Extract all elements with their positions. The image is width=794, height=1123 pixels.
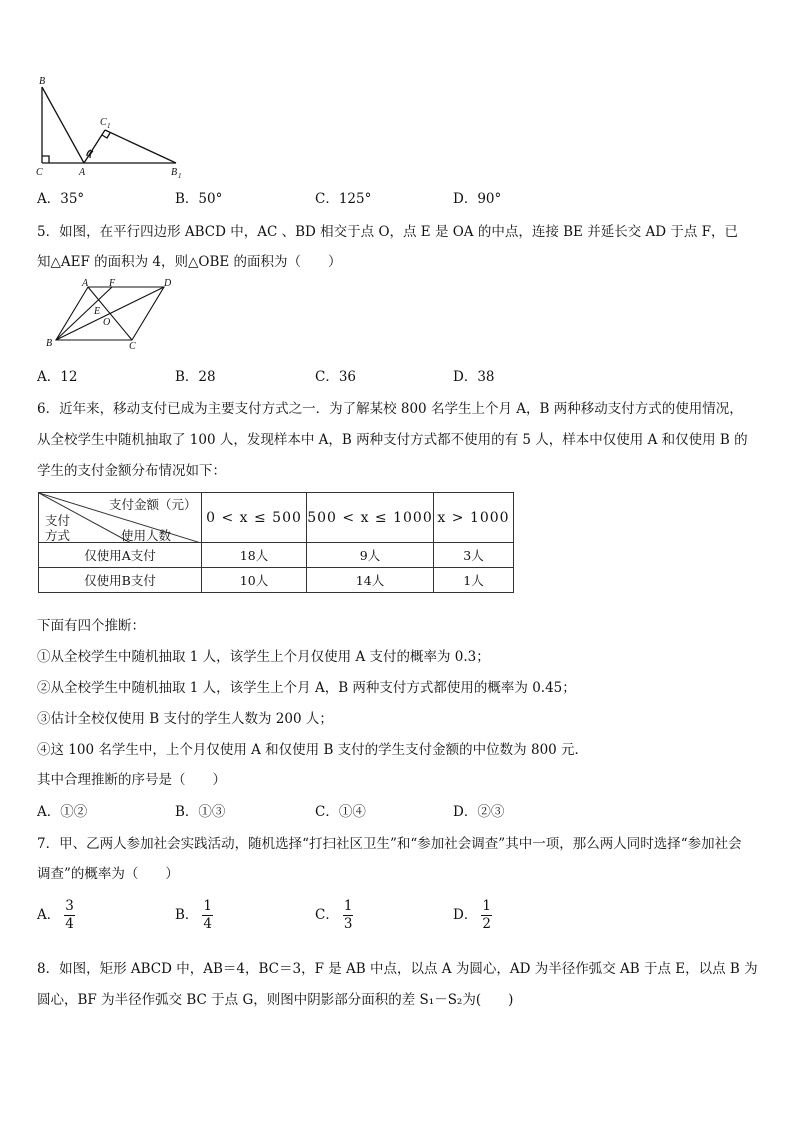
- q6-inference-3: ③估计全校仅使用 B 支付的学生人数为 200 人；: [37, 711, 333, 727]
- q6-option-a: A．①②: [37, 804, 88, 820]
- q6-col-header-3: x > 1000: [434, 493, 514, 543]
- q7-option-c-denominator: 3: [343, 916, 353, 932]
- q6-option-b: B．①③: [175, 804, 226, 820]
- q4-right-angle-c: [42, 156, 49, 163]
- q7-option-b-numerator: 1: [203, 898, 213, 914]
- q6-col-header-1: 0 < x ≤ 500: [202, 493, 307, 543]
- q7-option-c: [315, 898, 353, 933]
- q7-option-d-prefix: D．: [453, 907, 478, 923]
- q6-intro: 下面有四个推断：: [37, 618, 145, 634]
- q7-stem-line2: 调查”的概率为（ ）: [37, 866, 179, 882]
- q6-table-cell: 10人: [202, 568, 307, 593]
- q5-label-o: O: [103, 317, 111, 328]
- q7-option-c-prefix: C．: [315, 907, 339, 923]
- q6-stem-line1: 6．近年来，移动支付已成为主要支付方式之一．为了解某校 800 名学生上个月 A，B 两种移动支付方式的使用情况，: [37, 401, 743, 417]
- q7-option-a-numerator: 3: [65, 898, 74, 914]
- q4-option-b: B．50°: [175, 191, 223, 207]
- q7-option-d-fraction: [481, 898, 492, 933]
- q4-segment-ac1: [84, 130, 105, 163]
- q6-option-d: D．②③: [453, 804, 505, 820]
- q5-label-f: F: [109, 278, 116, 289]
- q6-corner-method1: 支付: [45, 513, 71, 528]
- q7-option-d-denominator: 2: [482, 916, 491, 932]
- q4-label-b1-sub: 1: [178, 172, 182, 180]
- q5-label-d: D: [164, 278, 172, 289]
- q6-inference-1: ①从全校学生中随机抽取 1 人，该学生上个月仅使用 A 支付的概率为 0.3；: [37, 649, 490, 665]
- q6-table-row: [39, 543, 514, 568]
- q4-option-c: C．125°: [315, 191, 372, 207]
- q4-label-b1: B: [171, 167, 178, 178]
- q6-table-cell: 9人: [307, 543, 434, 568]
- q7-option-a: [37, 898, 75, 933]
- q4-label-c: C: [36, 167, 43, 178]
- q7-option-b-prefix: B．: [175, 907, 199, 923]
- q4-option-a: A．35°: [37, 191, 85, 207]
- q7-option-a-fraction: [64, 898, 75, 933]
- q7-option-a-prefix: A．: [37, 907, 61, 923]
- q4-option-d: D．90°: [453, 191, 502, 207]
- q7-stem-line1: 7．甲、乙两人参加社会实践活动，随机选择“打扫社区卫生”和“参加社会调查”其中一项，那么两人同时选择“参加社会: [37, 836, 742, 852]
- q7-option-b: [175, 898, 213, 933]
- q6-table-corner: [39, 493, 202, 543]
- q4-label-b: B: [39, 76, 46, 87]
- q5-stem-line2: 知△AEF 的面积为 4，则△OBE 的面积为（ ）: [37, 254, 342, 270]
- q6-corner-amount: 支付金额（元）: [109, 497, 197, 512]
- q6-row-label: 仅使用B支付: [39, 568, 202, 593]
- q6-table-row: [39, 568, 514, 593]
- q6-question: 其中合理推断的序号是（ ）: [37, 772, 226, 788]
- q5-option-c: C．36: [315, 369, 357, 385]
- q7-option-c-fraction: [343, 898, 354, 933]
- q6-table-cell: 18人: [202, 543, 307, 568]
- q5-option-a: A．12: [37, 369, 78, 385]
- q5-label-e: E: [94, 306, 101, 317]
- q5-segment-bf: [56, 287, 112, 340]
- q8-stem-line2: 圆心，BF 为半径作弧交 BC 于点 G，则图中阴影部分面积的差 S₁－S₂为( ): [37, 992, 514, 1008]
- q5-label-b: B: [46, 338, 53, 349]
- q6-corner-method2: 方式: [45, 528, 71, 543]
- q6-row-label: 仅使用A支付: [39, 543, 202, 568]
- q7-option-d: [453, 898, 492, 933]
- q6-table-cell: 1人: [434, 568, 514, 593]
- q4-segment-c1b1: [105, 130, 176, 163]
- q7-option-d-numerator: 1: [482, 898, 491, 914]
- q7-option-b-denominator: 4: [203, 916, 213, 932]
- q6-corner-count: 使用人数: [121, 528, 172, 543]
- q7-option-b-fraction: [202, 898, 213, 933]
- q5-figure: [40, 276, 180, 350]
- q6-option-c: C．①④: [315, 804, 366, 820]
- q4-figure: [30, 72, 190, 180]
- q4-label-a: A: [79, 167, 86, 178]
- q4-label-c1: C: [100, 117, 107, 128]
- q5-option-d: D．38: [453, 369, 495, 385]
- q6-inference-4: ④这 100 名学生中，上个月仅使用 A 和仅使用 B 支付的学生支付金额的中位数为 800 元．: [37, 742, 589, 758]
- q8-stem-line1: 8．如图，矩形 ABCD 中，AB＝4，BC＝3，F 是 AB 中点，以点 A 为圆心，AD 为半径作弧交 AB 于点 E，以点 B 为: [37, 961, 758, 977]
- q6-col-header-2: 500 < x ≤ 1000: [307, 493, 434, 543]
- q6-table: [38, 492, 514, 593]
- q6-stem-line3: 学生的支付金额分布情况如下：: [37, 463, 226, 479]
- q6-inference-2: ②从全校学生中随机抽取 1 人，该学生上个月 A，B 两种支付方式都使用的概率为 0.45；: [37, 680, 576, 696]
- q5-option-b: B．28: [175, 369, 216, 385]
- q6-stem-line2: 从全校学生中随机抽取了 100 人，发现样本中 A，B 两种支付方式都不使用的有 5 人，样本中仅使用 A 和仅使用 B 的: [37, 432, 748, 448]
- q4-label-c1-sub: 1: [107, 122, 111, 130]
- q6-table-cell: 14人: [307, 568, 434, 593]
- q7-option-a-denominator: 4: [65, 916, 74, 932]
- q4-segment-ba: [42, 87, 84, 163]
- q7-option-c-numerator: 1: [343, 898, 353, 914]
- q5-stem-line1: 5．如图，在平行四边形 ABCD 中，AC 、BD 相交于点 O，点 E 是 OA 的中点，连接 BE 并延长交 AD 于点 F，已: [37, 224, 739, 240]
- q6-table-cell: 3人: [434, 543, 514, 568]
- q5-label-c: C: [129, 341, 136, 350]
- q5-label-a: A: [82, 278, 89, 289]
